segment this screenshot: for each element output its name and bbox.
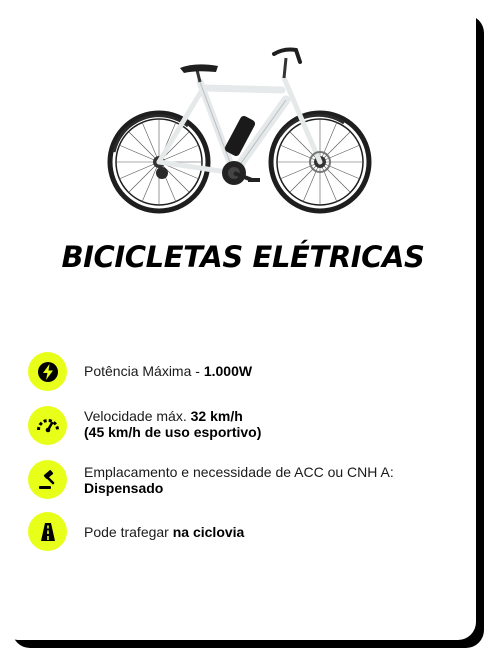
- feature-power-text: [84, 352, 252, 379]
- feature-bike-lane-text: [84, 512, 244, 540]
- feature-power-label: Potência Máxima -: [84, 363, 204, 379]
- feature-speed-sport: (45 km/h de uso esportivo): [84, 424, 262, 440]
- road-icon: [28, 512, 67, 551]
- feature-power: [28, 352, 252, 391]
- feature-speed-label: Velocidade máx.: [84, 408, 191, 424]
- feature-speed-value: 32 km/h: [190, 408, 243, 424]
- lightning-icon: [28, 352, 67, 391]
- feature-bike-lane-label: Pode trafegar: [84, 524, 173, 540]
- speedometer-icon: [28, 406, 67, 445]
- feature-bike-lane-value: na ciclovia: [172, 524, 245, 540]
- feature-license-text: [84, 460, 394, 496]
- feature-power-value: 1.000W: [203, 363, 253, 379]
- feature-bike-lane: [28, 512, 244, 551]
- gavel-icon: [28, 460, 67, 499]
- feature-license-label: Emplacamento e necessidade de ACC ou CNH A:: [84, 464, 394, 480]
- feature-speed-text: [84, 406, 261, 440]
- feature-speed: [28, 406, 261, 445]
- electric-bike-image: [100, 40, 380, 225]
- feature-license: [28, 460, 394, 499]
- feature-license-value: Dispensado: [84, 480, 164, 496]
- page-title: BICICLETAS ELÉTRICAS: [61, 240, 425, 274]
